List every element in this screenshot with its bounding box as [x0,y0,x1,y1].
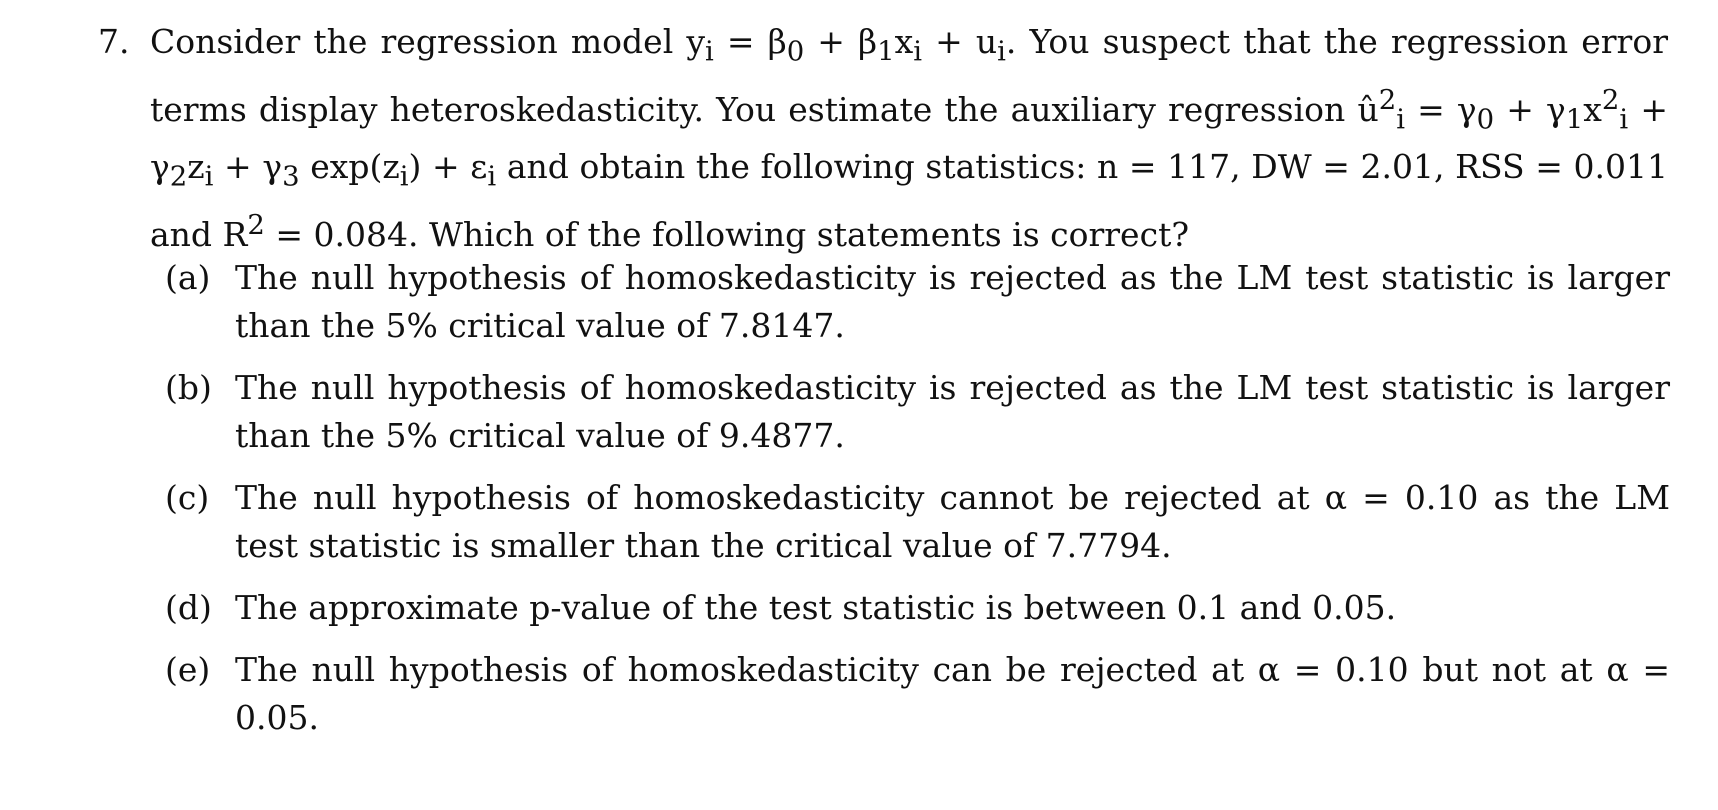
question-number: 7. [98,22,130,61]
stem-sup-2: 2 [1601,83,1620,116]
stem-sub-i: i [487,160,497,193]
option-text: The null hypothesis of homoskedasticity is rejected as the LM test statistic is larger than the 5% critical value of 9.4877. [235,368,1670,455]
stem-text-1: Consider the regression model y [150,22,705,61]
stem-text-5: + u [922,22,998,61]
stem-text-15: ) + ε [408,147,488,187]
stem-text-10: x [1583,89,1602,129]
stem-text-14: exp(z [299,147,400,187]
option-label: (e) [165,650,211,689]
stem-sub-i: i [704,35,714,68]
stem-sub-i: i [997,35,1006,68]
stem-text-4: x [894,22,914,61]
option-label: (b) [165,368,212,407]
stem-text-16: and obtain the following statistics: n = 117, DW = 2.01, RSS = 0.011 and R [150,147,1669,254]
stem-text-6: . You suspect that the regression error terms display heteroskedasticity. You estimate the auxiliary regression [150,22,1668,129]
option-b[interactable] [165,364,1670,460]
stem-sub-2: 2 [169,160,188,193]
option-a[interactable] [165,254,1670,350]
option-text: The approximate p-value of the test statistic is between 0.1 and 0.05. [235,588,1397,627]
stem-sub-0: 0 [786,35,805,68]
stem-sup-2: 2 [247,208,265,241]
option-label: (d) [165,588,212,627]
question-stem [150,18,1668,259]
option-e[interactable] [165,646,1670,742]
option-text: The null hypothesis of homoskedasticity cannot be rejected at α = 0.10 as the LM test statistic is smaller than the critical value of 7.7794. [235,478,1670,565]
stem-sub-i: i [913,35,923,68]
answer-options [165,254,1670,756]
stem-text-12: z [187,147,205,187]
question-7 [98,18,1668,259]
stem-text-3: + β [804,22,878,61]
stem-sub-i: i [399,160,409,193]
stem-sub-1: 1 [1565,103,1584,136]
stem-text-8: = γ [1405,89,1477,129]
stem-sub-3: 3 [282,160,300,193]
stem-sub-1: 1 [877,35,895,68]
option-c[interactable] [165,474,1670,570]
option-text: The null hypothesis of homoskedasticity is rejected as the LM test statistic is larger than the 5% critical value of 7.8147. [235,258,1670,345]
stem-text-9: + γ [1494,89,1566,129]
stem-text-2: = β [713,22,787,61]
stem-sub-i: i [1619,103,1629,136]
stem-text-13: + γ [213,147,283,187]
stem-sup-2: 2 [1378,83,1397,116]
stem-sub-i: i [1396,103,1405,136]
stem-text-11: + γ [150,89,1668,187]
option-text: The null hypothesis of homoskedasticity can be rejected at α = 0.10 but not at α = 0.05. [235,650,1670,737]
stem-sub-i: i [204,160,214,193]
option-label: (a) [165,258,211,297]
stem-text-17: = 0.084. Which of the following statements is correct? [264,214,1190,254]
stem-text-7: û [1357,89,1379,129]
stem-sub-0: 0 [1476,103,1495,136]
option-label: (c) [165,478,210,517]
option-d[interactable] [165,584,1670,632]
